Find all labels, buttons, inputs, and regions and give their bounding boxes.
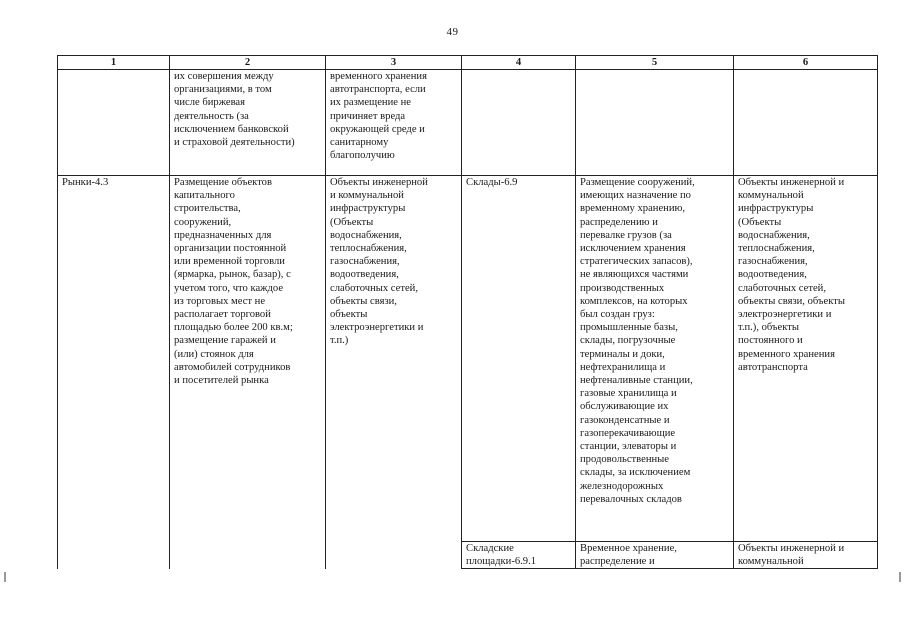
scan-edge-mark-left bbox=[4, 572, 6, 582]
cell-conditional-auxiliary: Объекты инженерной и коммунальной инфраструктуры (Объекты водоснабжения, теплоснабжения, газоснабжения, водоотведения, слаботочных сетей, объекты связи, объекты электроэнергетики и т.п.), объекты постоянного и временного хранения автотранспорта bbox=[734, 176, 878, 542]
table-row-continuation bbox=[58, 70, 878, 176]
cell-description: Размещение объектов капитального строительства, сооружений, предназначенных для организации постоянной или временной торговли (ярмарка, рынок, базар), с учетом того, что каждое из торговых мест не располагает торговой площадью более 200 кв.м; размещение гаражей и (или) стоянок для автомобилей сотрудников и посетителей рынка bbox=[170, 176, 326, 569]
cell-conditional-description: Размещение сооружений, имеющих назначение по временному хранению, распределению и перевалке грузов (за исключением хранения стратегических запасов), не являющихся частями производственных комплексов, на которых был создан груз: промышленные базы, склады, погрузочные терминалы и доки, нефтехранилища и нефтеналивные станции, газовые хранилища и обслуживающие их газоконденсатные и газоперекачивающие станции, элеваторы и продовольственные склады, за исключением железнодорожных перевалочных складов bbox=[576, 176, 734, 542]
land-use-table bbox=[57, 55, 878, 569]
cell-auxiliary: временного хранения автотранспорта, если их размещение не причиняет вреда окружающей среде и санитарному благополучию bbox=[326, 70, 462, 176]
cell-conditional-auxiliary: Объекты инженерной и коммунальной bbox=[734, 542, 878, 569]
header-row bbox=[58, 56, 878, 70]
cell-conditional-description bbox=[576, 70, 734, 176]
cell-conditional-name: Складские площадки-6.9.1 bbox=[462, 542, 576, 569]
cell-conditional-name: Склады-6.9 bbox=[462, 176, 576, 542]
cell-zone-name bbox=[58, 70, 170, 176]
cell-conditional-auxiliary bbox=[734, 70, 878, 176]
cell-description: их совершения между организациями, в том числе биржевая деятельность (за исключением банковской и страховой деятельности) bbox=[170, 70, 326, 176]
table-row-markets bbox=[58, 176, 878, 542]
column-header-3: 3 bbox=[326, 56, 462, 70]
column-header-2: 2 bbox=[170, 56, 326, 70]
scan-edge-mark-right bbox=[899, 572, 901, 582]
cell-auxiliary: Объекты инженерной и коммунальной инфраструктуры (Объекты водоснабжения, теплоснабжения, газоснабжения, водоотведения, слаботочных сетей, объекты связи, объекты электроэнергетики и т.п.) bbox=[326, 176, 462, 569]
cell-conditional-description: Временное хранение, распределение и bbox=[576, 542, 734, 569]
cell-zone-name: Рынки-4.3 bbox=[58, 176, 170, 569]
column-header-4: 4 bbox=[462, 56, 576, 70]
column-header-6: 6 bbox=[734, 56, 878, 70]
column-header-5: 5 bbox=[576, 56, 734, 70]
cell-conditional-name bbox=[462, 70, 576, 176]
column-header-1: 1 bbox=[58, 56, 170, 70]
page-number: 49 bbox=[446, 26, 459, 38]
